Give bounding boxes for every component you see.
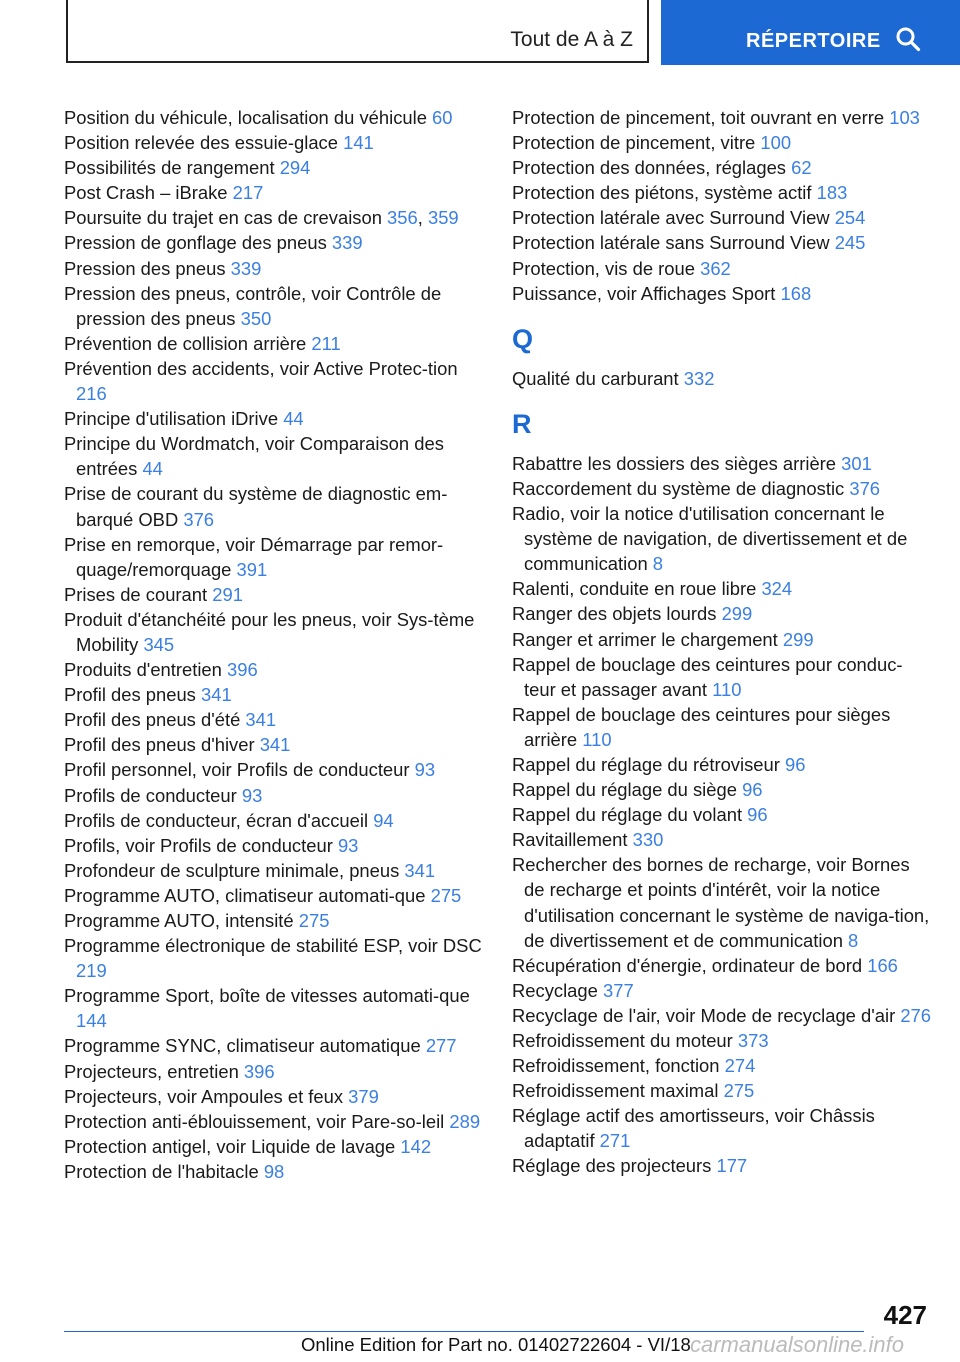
index-entry-text: Protection antigel, voir Liquide de lavage xyxy=(64,1135,401,1157)
page-link[interactable]: 96 xyxy=(742,779,763,801)
index-entry-text: Récupération d'énergie, ordinateur de bord xyxy=(512,954,868,976)
index-entry xyxy=(64,481,484,531)
index-entry xyxy=(64,532,484,582)
page-link[interactable]: 144 xyxy=(76,1010,107,1032)
index-entry-text: Rappel de bouclage des ceintures pour conduc-teur et passager avant xyxy=(512,653,903,700)
index-entry-text: Refroidissement maximal xyxy=(512,1080,724,1102)
index-entry xyxy=(64,757,484,782)
index-entry xyxy=(64,783,484,808)
page-link[interactable]: 359 xyxy=(427,207,459,229)
index-entry xyxy=(512,205,932,230)
page-link[interactable]: 96 xyxy=(747,804,768,826)
index-entry xyxy=(512,1078,932,1103)
index-entry-text: Prévention des accidents, voir Active Protec-tion xyxy=(64,357,458,379)
index-entry xyxy=(512,1003,932,1028)
index-entry-text: Qualité du carburant xyxy=(512,367,684,389)
page-link[interactable]: 110 xyxy=(712,678,742,700)
index-entry xyxy=(64,130,484,155)
index-entry xyxy=(512,752,932,777)
page-link[interactable]: 376 xyxy=(849,477,881,499)
index-entry xyxy=(64,281,484,331)
index-entry xyxy=(512,627,932,652)
page-link[interactable]: 275 xyxy=(298,910,330,931)
index-entry xyxy=(64,607,484,657)
index-entry-text: Produits d'entretien xyxy=(64,659,227,681)
index-entry-text: Ralenti, conduite en roue libre xyxy=(512,578,762,600)
page-link[interactable]: 96 xyxy=(784,753,806,775)
page-link[interactable]: 217 xyxy=(232,182,264,204)
page-link[interactable]: 299 xyxy=(721,603,753,625)
index-entry-text: Prise de courant du système de diagnostic em-barqué OBD xyxy=(64,483,448,530)
page-link[interactable]: 110 xyxy=(582,728,612,750)
page-link[interactable]: 332 xyxy=(683,367,715,389)
index-entry xyxy=(64,230,484,255)
footer-text: Online Edition for Part no. 01402722604 - VI/18 xyxy=(301,1334,691,1355)
index-entry xyxy=(512,1028,932,1053)
page-link[interactable]: 93 xyxy=(337,834,359,856)
index-entry-text: Principe du Wordmatch, voir Comparaison des entrées xyxy=(64,433,444,480)
index-entry xyxy=(512,777,932,802)
index-entry xyxy=(64,582,484,607)
index-entry-text: Pression des pneus, contrôle, voir Contrôle de pression des pneus xyxy=(64,282,442,329)
tab-a-to-z[interactable] xyxy=(66,0,649,63)
index-entry xyxy=(64,808,484,833)
index-entry-text: Raccordement du système de diagnostic xyxy=(512,477,850,499)
index-entry-text: Profil personnel, voir Profils de conducteur xyxy=(64,759,415,781)
index-entry-text: Prise en remorque, voir Démarrage par remor-quage/remorquage xyxy=(64,533,444,580)
page-link[interactable]: 379 xyxy=(348,1085,379,1107)
page-link[interactable]: 94 xyxy=(373,809,394,831)
index-entry xyxy=(64,657,484,682)
page-link[interactable]: 274 xyxy=(724,1055,756,1077)
page-link[interactable]: 341 xyxy=(259,734,291,756)
index-entry-text: Protection de l'habitacle xyxy=(64,1160,264,1182)
index-entry xyxy=(64,406,484,431)
index-entry xyxy=(512,256,932,281)
index-entry xyxy=(64,431,484,481)
index-entry-text: Profils, voir Profils de conducteur xyxy=(64,834,338,856)
index-entry xyxy=(512,702,932,752)
page-link[interactable]: 183 xyxy=(816,182,848,204)
page-link[interactable]: 294 xyxy=(279,157,311,179)
index-entry-text: Rappel du réglage du volant xyxy=(512,804,748,826)
index-entry-text: Pression de gonflage des pneus xyxy=(64,232,332,254)
index-entry-text: Principe d'utilisation iDrive xyxy=(64,408,284,430)
page-link[interactable]: 376 xyxy=(183,508,215,530)
index-entry-text: Ranger et arrimer le chargement xyxy=(512,628,783,650)
index-entry-text: Pression des pneus xyxy=(64,257,231,279)
watermark: carmanualsonline.info xyxy=(690,1332,905,1357)
page-link[interactable]: 44 xyxy=(283,408,304,430)
index-entry xyxy=(64,155,484,180)
index-entry xyxy=(64,1134,484,1159)
page-link[interactable]: 8 xyxy=(848,929,859,951)
page-link[interactable]: 341 xyxy=(201,684,232,706)
index-entry-text: Possibilités de rangement xyxy=(64,157,280,179)
index-entry xyxy=(512,130,932,155)
index-column-left xyxy=(64,105,484,1184)
index-entry xyxy=(64,1059,484,1084)
index-entry-text: Position relevée des essuie-glace xyxy=(64,132,344,154)
index-entry-text: Produit d'étanchéité pour les pneus, voir Sys-tème Mobility xyxy=(64,608,475,655)
page-link[interactable]: 142 xyxy=(400,1135,432,1157)
index-entry-text: Ravitaillement xyxy=(512,829,633,851)
index-entry-text: Programme Sport, boîte de vitesses automati-que xyxy=(64,985,470,1007)
index-entry-text: Prévention de collision arrière xyxy=(64,332,312,354)
index-entry xyxy=(64,883,484,908)
page-number: 427 xyxy=(883,1300,927,1330)
index-entry-text: Recyclage de l'air, voir Mode de recyclage d'air xyxy=(512,1004,901,1026)
page-link[interactable]: 98 xyxy=(263,1160,285,1182)
index-entry-text: Rechercher des bornes de recharge, voir Bornes de recharge et points d'intérêt, voir la notice d'utilisation concernant le système de naviga-tion, de divertissement et de communication xyxy=(512,854,930,951)
index-entry xyxy=(64,858,484,883)
index-entry xyxy=(512,501,932,576)
index-entry-text: Profil des pneus d'hiver xyxy=(64,734,260,756)
page-link[interactable]: 330 xyxy=(632,829,664,851)
index-entry-text: Réglage des projecteurs xyxy=(512,1155,717,1177)
page-link[interactable]: 391 xyxy=(236,558,268,580)
index-entry-text: Projecteurs, voir Ampoules et feux xyxy=(64,1085,349,1107)
section-letter: Q xyxy=(512,323,534,354)
index-entry xyxy=(512,652,932,702)
page-link[interactable]: 341 xyxy=(245,709,277,731)
page-link[interactable]: 291 xyxy=(212,583,243,605)
page-link[interactable]: 100 xyxy=(760,132,792,154)
index-entry xyxy=(512,601,932,626)
index-entry xyxy=(512,576,932,601)
index-entry-text: Ranger des objets lourds xyxy=(512,603,722,625)
index-entry xyxy=(512,802,932,827)
index-entry xyxy=(512,451,932,476)
page-link[interactable]: 103 xyxy=(889,107,920,128)
index-entry-text: Rappel du réglage du siège xyxy=(512,779,743,801)
index-entry xyxy=(512,155,932,180)
page-link[interactable]: 93 xyxy=(241,784,263,806)
page-link[interactable]: 276 xyxy=(900,1004,931,1026)
index-entry xyxy=(64,1109,484,1134)
index-entry-text: Radio, voir la notice d'utilisation concernant le système de navigation, de divertissement et de communication xyxy=(512,503,908,575)
page-link[interactable]: 8 xyxy=(652,553,664,575)
page-link[interactable]: 254 xyxy=(834,207,866,229)
page-link[interactable]: 362 xyxy=(700,257,731,279)
index-entry xyxy=(512,1153,932,1178)
page-link[interactable]: 271 xyxy=(599,1130,631,1152)
tab-a-to-z-label: Tout de A à Z xyxy=(510,28,633,51)
index-entry xyxy=(64,682,484,707)
index-entry-text: Programme AUTO, intensité xyxy=(64,910,299,931)
search-icon[interactable] xyxy=(895,26,921,52)
index-entry-text: Programme AUTO, climatiseur automati-que xyxy=(64,884,431,906)
index-entry-text: Recyclage xyxy=(512,979,603,1001)
page-link[interactable]: 277 xyxy=(425,1035,457,1057)
page-link[interactable]: 339 xyxy=(331,232,363,254)
index-column-right xyxy=(512,105,932,1179)
index-entry-text: Protection des données, réglages xyxy=(512,157,792,179)
index-entry-text: Protection latérale avec Surround View xyxy=(512,207,835,229)
index-entry xyxy=(64,983,484,1033)
page-separator: , xyxy=(417,207,428,229)
page-link[interactable]: 141 xyxy=(343,132,374,154)
page-link[interactable]: 339 xyxy=(230,257,262,279)
index-entry xyxy=(512,1103,932,1153)
index-entry-text: Rappel de bouclage des ceintures pour sièges arrière xyxy=(512,703,891,750)
page-link[interactable]: 350 xyxy=(240,307,272,329)
index-entry xyxy=(64,1084,484,1109)
page-link[interactable]: 211 xyxy=(311,332,341,354)
index-entry-text: Programme électronique de stabilité ESP, voir DSC xyxy=(64,935,482,957)
index-entry xyxy=(512,230,932,255)
index-entry-text: Refroidissement du moteur xyxy=(512,1030,738,1051)
index-entry-text: Protection des piétons, système actif xyxy=(512,182,817,204)
page-link[interactable]: 168 xyxy=(780,282,812,304)
index-entry-text: Protection de pincement, toit ouvrant en verre xyxy=(512,107,890,128)
page-link[interactable]: 396 xyxy=(243,1060,275,1082)
index-entry xyxy=(512,476,932,501)
index-entry xyxy=(512,1053,932,1078)
index-entry xyxy=(64,331,484,356)
index-entry-text: Protection de pincement, vitre xyxy=(512,132,761,154)
index-entry xyxy=(64,732,484,757)
index-entry-text: Protection anti-éblouissement, voir Pare-so-leil xyxy=(64,1110,450,1132)
index-entry-text: Post Crash – iBrake xyxy=(64,182,233,204)
page-link[interactable]: 373 xyxy=(737,1030,769,1051)
index-entry-text: Profils de conducteur xyxy=(64,784,242,806)
index-entry xyxy=(64,1033,484,1058)
page-link[interactable]: 245 xyxy=(834,232,866,254)
page-link[interactable]: 60 xyxy=(432,107,453,128)
index-entry-text: Projecteurs, entretien xyxy=(64,1060,244,1082)
index-entry-text: Refroidissement, fonction xyxy=(512,1055,725,1077)
index-entry xyxy=(512,852,932,952)
index-entry xyxy=(512,827,932,852)
index-entry-text: Programme SYNC, climatiseur automatique xyxy=(64,1035,426,1057)
page-link[interactable]: 345 xyxy=(143,633,175,655)
index-entry xyxy=(512,978,932,1003)
page-link[interactable]: 341 xyxy=(404,859,436,881)
index-entry xyxy=(64,205,484,230)
page-link[interactable]: 301 xyxy=(841,452,872,474)
index-entry xyxy=(64,180,484,205)
index-entry-text: Profondeur de sculpture minimale, pneus xyxy=(64,859,405,881)
index-entry-text: Réglage actif des amortisseurs, voir Châssis adaptatif xyxy=(512,1105,875,1152)
page-link[interactable]: 324 xyxy=(761,578,793,600)
page-link[interactable]: 377 xyxy=(602,979,634,1001)
index-entry-text: Profils de conducteur, écran d'accueil xyxy=(64,809,374,831)
page-link[interactable]: 93 xyxy=(414,759,436,781)
index-entry-text: Profil des pneus d'été xyxy=(64,709,246,731)
page-link[interactable]: 62 xyxy=(791,157,812,179)
index-entry xyxy=(64,105,484,130)
page-link[interactable]: 356 xyxy=(387,207,418,229)
page-link[interactable]: 44 xyxy=(142,458,163,480)
index-entry xyxy=(512,180,932,205)
index-entry-text: Prises de courant xyxy=(64,583,213,605)
index-entry xyxy=(64,908,484,933)
index-entry-text: Protection, vis de roue xyxy=(512,257,701,279)
page-link[interactable]: 177 xyxy=(716,1155,748,1177)
page-link[interactable]: 289 xyxy=(449,1110,481,1132)
index-entry xyxy=(64,256,484,281)
page-link[interactable]: 396 xyxy=(227,659,258,681)
index-entry xyxy=(64,1159,484,1184)
index-entry xyxy=(512,281,932,306)
tab-index-label: RÉPERTOIRE xyxy=(746,30,881,52)
index-entry xyxy=(512,953,932,978)
tab-index[interactable] xyxy=(661,0,960,65)
index-entry xyxy=(512,366,932,391)
page-link[interactable]: 166 xyxy=(867,954,898,976)
index-entry-text: Rappel du réglage du rétroviseur xyxy=(512,753,785,775)
index-entry-text: Protection latérale sans Surround View xyxy=(512,232,835,254)
index-entry xyxy=(64,707,484,732)
index-entry-text: Puissance, voir Affichages Sport xyxy=(512,282,781,304)
page-link[interactable]: 216 xyxy=(76,383,107,405)
index-entry-text: Position du véhicule, localisation du véhicule xyxy=(64,107,433,128)
page-link[interactable]: 299 xyxy=(782,628,814,650)
section-letter: R xyxy=(512,408,532,439)
index-entry xyxy=(512,105,932,130)
index-entry-text: Profil des pneus xyxy=(64,684,201,706)
page-link[interactable]: 275 xyxy=(723,1080,755,1102)
index-entry xyxy=(64,833,484,858)
page-link[interactable]: 219 xyxy=(76,960,107,982)
page-link[interactable]: 275 xyxy=(430,884,462,906)
index-entry xyxy=(64,933,484,983)
index-entry xyxy=(64,356,484,406)
index-entry-text: Poursuite du trajet en cas de crevaison xyxy=(64,207,388,229)
index-entry-text: Rabattre les dossiers des sièges arrière xyxy=(512,452,842,474)
